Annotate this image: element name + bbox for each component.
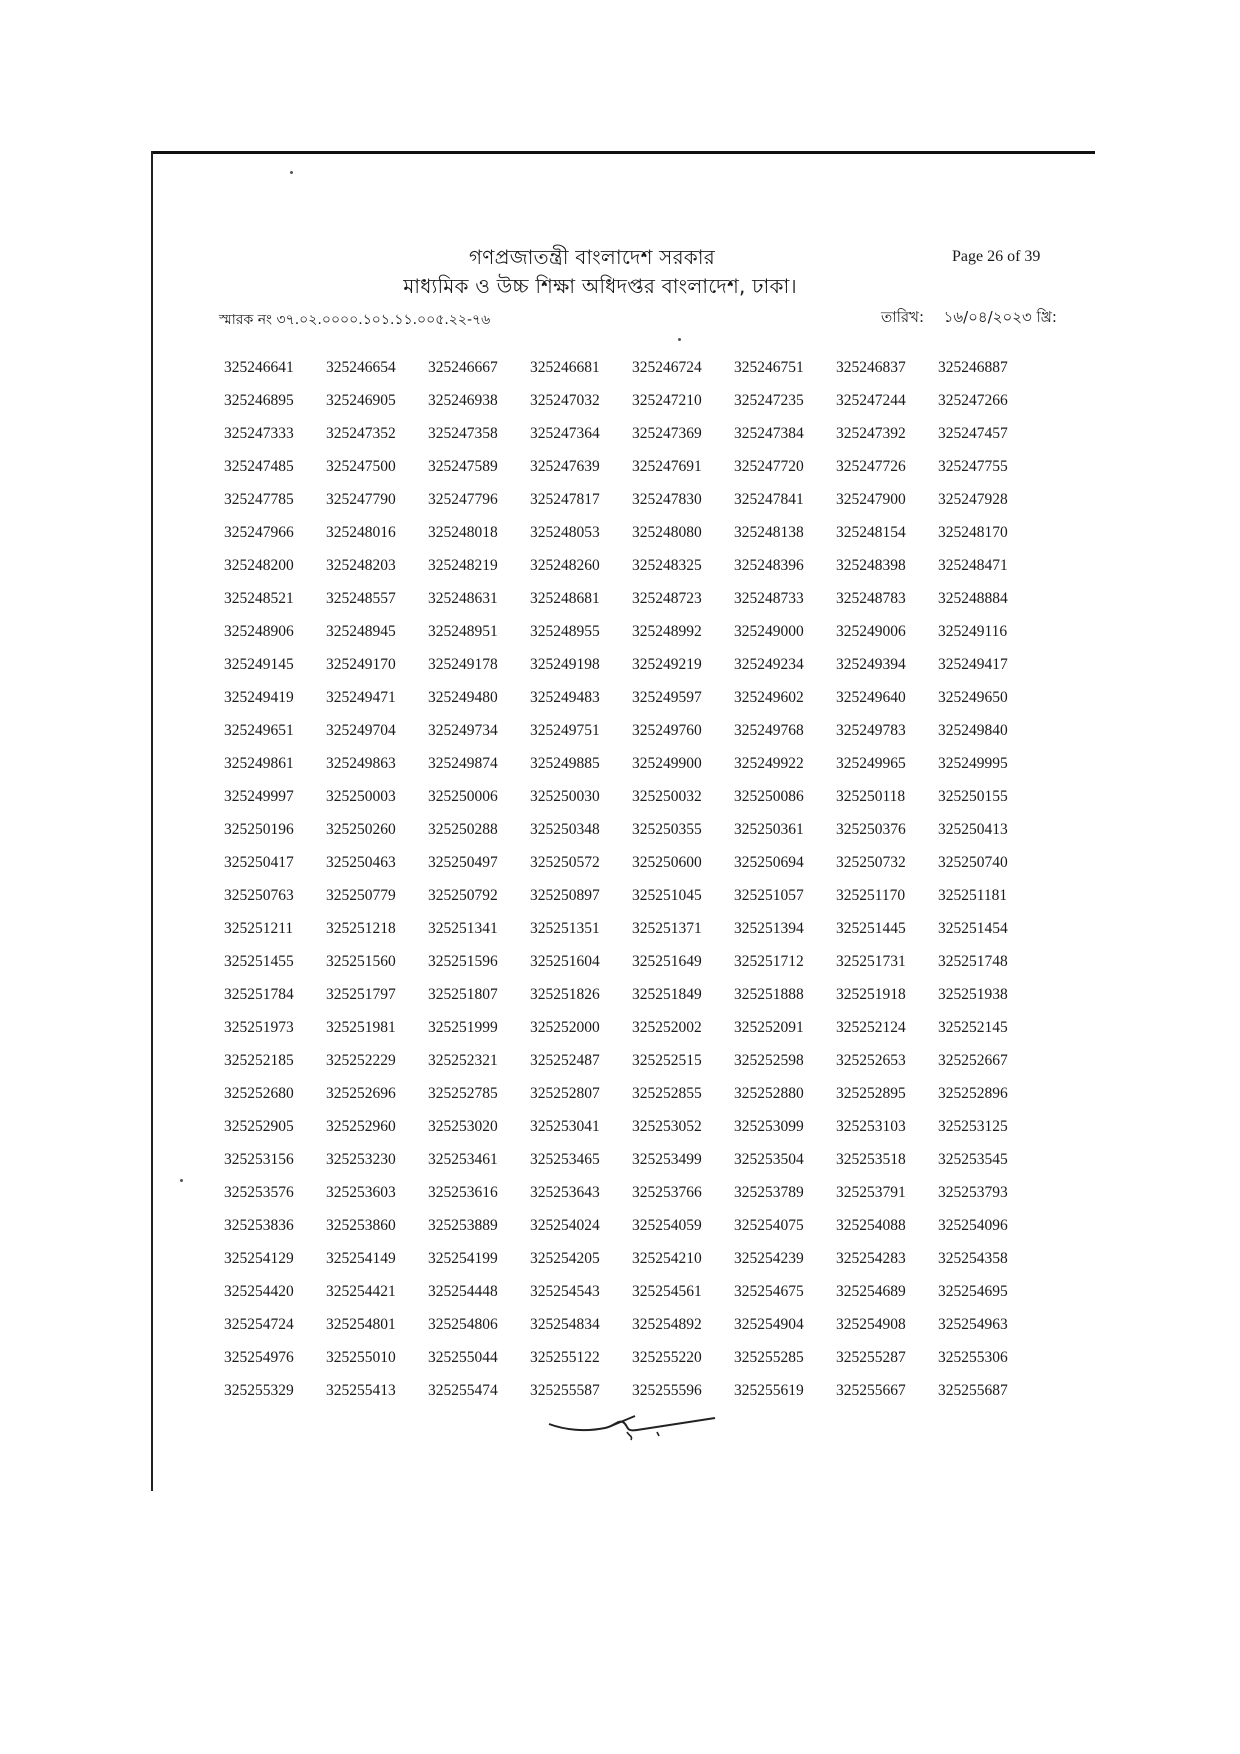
government-title: গণপ্রজাতন্ত্রী বাংলাদেশ সরকার bbox=[469, 245, 715, 269]
roll-number-cell: 325254421 bbox=[326, 1283, 396, 1300]
roll-number-cell: 325252145 bbox=[938, 1019, 1008, 1036]
roll-number-cell: 325255596 bbox=[632, 1382, 702, 1399]
roll-number-cell: 325250417 bbox=[224, 854, 294, 871]
roll-number-cell: 325246667 bbox=[428, 359, 498, 376]
roll-number-cell: 325248884 bbox=[938, 590, 1008, 607]
roll-number-cell: 325251455 bbox=[224, 953, 294, 970]
roll-number-cell: 325251918 bbox=[836, 986, 906, 1003]
roll-number-cell: 325248471 bbox=[938, 557, 1008, 574]
roll-number-cell: 325250355 bbox=[632, 821, 702, 838]
roll-number-cell: 325253052 bbox=[632, 1118, 702, 1135]
roll-number-cell: 325249863 bbox=[326, 755, 396, 772]
roll-number-cell: 325253836 bbox=[224, 1217, 294, 1234]
roll-number-cell: 325249145 bbox=[224, 656, 294, 673]
roll-number-cell: 325255306 bbox=[938, 1349, 1008, 1366]
roll-number-cell: 325255287 bbox=[836, 1349, 906, 1366]
roll-number-cell: 325255285 bbox=[734, 1349, 804, 1366]
roll-number-cell: 325249900 bbox=[632, 755, 702, 772]
roll-number-cell: 325253465 bbox=[530, 1151, 600, 1168]
roll-number-cell: 325248260 bbox=[530, 557, 600, 574]
roll-number-cell: 325252880 bbox=[734, 1085, 804, 1102]
roll-number-cell: 325253230 bbox=[326, 1151, 396, 1168]
roll-number-cell: 325254420 bbox=[224, 1283, 294, 1300]
roll-number-cell: 325248203 bbox=[326, 557, 396, 574]
roll-number-cell: 325254059 bbox=[632, 1217, 702, 1234]
roll-number-cell: 325249760 bbox=[632, 722, 702, 739]
roll-number-cell: 325255687 bbox=[938, 1382, 1008, 1399]
roll-number-cell: 325249234 bbox=[734, 656, 804, 673]
roll-number-cell: 325251454 bbox=[938, 920, 1008, 937]
roll-number-cell: 325246905 bbox=[326, 392, 396, 409]
roll-number-cell: 325253099 bbox=[734, 1118, 804, 1135]
roll-number-cell: 325246895 bbox=[224, 392, 294, 409]
roll-number-cell: 325248018 bbox=[428, 524, 498, 541]
roll-number-cell: 325254801 bbox=[326, 1316, 396, 1333]
roll-number-cell: 325251394 bbox=[734, 920, 804, 937]
roll-number-cell: 325249597 bbox=[632, 689, 702, 706]
roll-number-cell: 325250288 bbox=[428, 821, 498, 838]
roll-number-cell: 325251445 bbox=[836, 920, 906, 937]
roll-number-cell: 325247691 bbox=[632, 458, 702, 475]
roll-number-cell: 325247235 bbox=[734, 392, 804, 409]
roll-number-cell: 325251371 bbox=[632, 920, 702, 937]
roll-number-cell: 325249394 bbox=[836, 656, 906, 673]
roll-number-cell: 325253518 bbox=[836, 1151, 906, 1168]
roll-number-cell: 325248557 bbox=[326, 590, 396, 607]
roll-number-cell: 325253499 bbox=[632, 1151, 702, 1168]
roll-number-cell: 325254675 bbox=[734, 1283, 804, 1300]
roll-number-cell: 325251731 bbox=[836, 953, 906, 970]
roll-number-cell: 325249602 bbox=[734, 689, 804, 706]
roll-number-cell: 325250118 bbox=[836, 788, 906, 805]
roll-number-cell: 325252091 bbox=[734, 1019, 804, 1036]
roll-number-cell: 325247720 bbox=[734, 458, 804, 475]
roll-number-cell: 325251999 bbox=[428, 1019, 498, 1036]
roll-number-cell: 325251649 bbox=[632, 953, 702, 970]
roll-number-cell: 325247755 bbox=[938, 458, 1008, 475]
page-number: Page 26 of 39 bbox=[952, 248, 1041, 265]
roll-number-cell: 325250792 bbox=[428, 887, 498, 904]
roll-number-cell: 325254149 bbox=[326, 1250, 396, 1267]
roll-number-cell: 325249219 bbox=[632, 656, 702, 673]
roll-number-cell: 325253616 bbox=[428, 1184, 498, 1201]
roll-number-cell: 325251712 bbox=[734, 953, 804, 970]
roll-number-cell: 325254976 bbox=[224, 1349, 294, 1366]
roll-number-cell: 325252696 bbox=[326, 1085, 396, 1102]
roll-number-cell: 325251604 bbox=[530, 953, 600, 970]
roll-number-cell: 325251938 bbox=[938, 986, 1008, 1003]
roll-number-cell: 325250463 bbox=[326, 854, 396, 871]
roll-number-cell: 325251981 bbox=[326, 1019, 396, 1036]
roll-number-cell: 325250030 bbox=[530, 788, 600, 805]
roll-number-cell: 325253643 bbox=[530, 1184, 600, 1201]
roll-number-cell: 325250572 bbox=[530, 854, 600, 871]
roll-number-cell: 325248080 bbox=[632, 524, 702, 541]
roll-number-cell: 325254205 bbox=[530, 1250, 600, 1267]
roll-number-cell: 325247352 bbox=[326, 425, 396, 442]
roll-number-cell: 325247369 bbox=[632, 425, 702, 442]
roll-number-cell: 325249751 bbox=[530, 722, 600, 739]
roll-number-cell: 325250003 bbox=[326, 788, 396, 805]
roll-number-cell: 325249783 bbox=[836, 722, 906, 739]
roll-number-cell: 325254689 bbox=[836, 1283, 906, 1300]
roll-number-cell: 325252185 bbox=[224, 1052, 294, 1069]
roll-number-cell: 325254199 bbox=[428, 1250, 498, 1267]
roll-number-cell: 325252896 bbox=[938, 1085, 1008, 1102]
roll-number-cell: 325254358 bbox=[938, 1250, 1008, 1267]
roll-number-cell: 325251807 bbox=[428, 986, 498, 1003]
roll-number-cell: 325247333 bbox=[224, 425, 294, 442]
roll-number-cell: 325248053 bbox=[530, 524, 600, 541]
roll-number-cell: 325252598 bbox=[734, 1052, 804, 1069]
roll-number-cell: 325254806 bbox=[428, 1316, 498, 1333]
roll-number-cell: 325246887 bbox=[938, 359, 1008, 376]
roll-number-cell: 325247364 bbox=[530, 425, 600, 442]
roll-number-cell: 325250779 bbox=[326, 887, 396, 904]
roll-number-cell: 325255010 bbox=[326, 1349, 396, 1366]
roll-number-cell: 325250155 bbox=[938, 788, 1008, 805]
roll-number-cell: 325248945 bbox=[326, 623, 396, 640]
roll-number-cell: 325254724 bbox=[224, 1316, 294, 1333]
roll-number-cell: 325247817 bbox=[530, 491, 600, 508]
document-date bbox=[881, 306, 1057, 331]
roll-number-cell: 325251057 bbox=[734, 887, 804, 904]
roll-number-cell: 325253789 bbox=[734, 1184, 804, 1201]
roll-number-cell: 325248016 bbox=[326, 524, 396, 541]
roll-number-cell: 325250032 bbox=[632, 788, 702, 805]
roll-number-cell: 325250732 bbox=[836, 854, 906, 871]
roll-number-cell: 325254892 bbox=[632, 1316, 702, 1333]
roll-number-cell: 325251826 bbox=[530, 986, 600, 1003]
roll-number-cell: 325250497 bbox=[428, 854, 498, 871]
roll-number-cell: 325246837 bbox=[836, 359, 906, 376]
roll-number-cell: 325255329 bbox=[224, 1382, 294, 1399]
roll-number-cell: 325252000 bbox=[530, 1019, 600, 1036]
roll-number-cell: 325247032 bbox=[530, 392, 600, 409]
roll-number-cell: 325249965 bbox=[836, 755, 906, 772]
roll-number-cell: 325255220 bbox=[632, 1349, 702, 1366]
roll-number-cell: 325249170 bbox=[326, 656, 396, 673]
roll-number-cell: 325250694 bbox=[734, 854, 804, 871]
roll-number-cell: 325252667 bbox=[938, 1052, 1008, 1069]
roll-number-cell: 325247485 bbox=[224, 458, 294, 475]
roll-number-cell: 325253103 bbox=[836, 1118, 906, 1135]
roll-number-cell: 325251170 bbox=[836, 887, 906, 904]
roll-number-cell: 325254239 bbox=[734, 1250, 804, 1267]
roll-number-cell: 325247841 bbox=[734, 491, 804, 508]
roll-number-cell: 325248170 bbox=[938, 524, 1008, 541]
roll-number-cell: 325248783 bbox=[836, 590, 906, 607]
roll-number-cell: 325247500 bbox=[326, 458, 396, 475]
roll-number-cell: 325247900 bbox=[836, 491, 906, 508]
roll-number-cell: 325249483 bbox=[530, 689, 600, 706]
roll-number-cell: 325254448 bbox=[428, 1283, 498, 1300]
memo-number: স্মারক নং ৩৭.০২.০০০০.১০১.১১.০০৫.২২-৭৬ bbox=[219, 312, 491, 328]
roll-number-cell: 325253156 bbox=[224, 1151, 294, 1168]
roll-number-cell: 325255474 bbox=[428, 1382, 498, 1399]
roll-number-cell: 325249000 bbox=[734, 623, 804, 640]
signature bbox=[545, 1406, 725, 1446]
roll-number-cell: 325247966 bbox=[224, 524, 294, 541]
roll-number-cell: 325253576 bbox=[224, 1184, 294, 1201]
roll-number-cell: 325254075 bbox=[734, 1217, 804, 1234]
roll-number-cell: 325251045 bbox=[632, 887, 702, 904]
roll-number-cell: 325254834 bbox=[530, 1316, 600, 1333]
roll-number-cell: 325251218 bbox=[326, 920, 396, 937]
roll-number-cell: 325248138 bbox=[734, 524, 804, 541]
roll-number-cell: 325253860 bbox=[326, 1217, 396, 1234]
roll-number-cell: 325248906 bbox=[224, 623, 294, 640]
roll-number-cell: 325249997 bbox=[224, 788, 294, 805]
roll-number-cell: 325246681 bbox=[530, 359, 600, 376]
roll-number-cell: 325253545 bbox=[938, 1151, 1008, 1168]
page-border-left bbox=[151, 151, 153, 1491]
scan-speck bbox=[290, 171, 293, 174]
roll-number-cell: 325247796 bbox=[428, 491, 498, 508]
roll-number-cell: 325248325 bbox=[632, 557, 702, 574]
roll-number-cell: 325248951 bbox=[428, 623, 498, 640]
scan-speck bbox=[180, 1179, 183, 1182]
roll-number-cell: 325247785 bbox=[224, 491, 294, 508]
roll-number-cell: 325254695 bbox=[938, 1283, 1008, 1300]
roll-number-cell: 325249768 bbox=[734, 722, 804, 739]
roll-number-cell: 325254283 bbox=[836, 1250, 906, 1267]
roll-number-cell: 325251849 bbox=[632, 986, 702, 1003]
roll-number-cell: 325247830 bbox=[632, 491, 702, 508]
roll-number-cell: 325252895 bbox=[836, 1085, 906, 1102]
roll-number-cell: 325254908 bbox=[836, 1316, 906, 1333]
roll-number-cell: 325252960 bbox=[326, 1118, 396, 1135]
roll-number-cell: 325249116 bbox=[938, 623, 1008, 640]
roll-number-cell: 325255619 bbox=[734, 1382, 804, 1399]
roll-number-cell: 325251351 bbox=[530, 920, 600, 937]
roll-number-cell: 325255587 bbox=[530, 1382, 600, 1399]
roll-number-cell: 325252855 bbox=[632, 1085, 702, 1102]
roll-number-cell: 325249178 bbox=[428, 656, 498, 673]
roll-number-cell: 325252653 bbox=[836, 1052, 906, 1069]
roll-number-cell: 325253793 bbox=[938, 1184, 1008, 1201]
roll-number-cell: 325253020 bbox=[428, 1118, 498, 1135]
roll-number-cell: 325247928 bbox=[938, 491, 1008, 508]
roll-number-cell: 325247639 bbox=[530, 458, 600, 475]
roll-number-cell: 325253461 bbox=[428, 1151, 498, 1168]
roll-number-cell: 325253791 bbox=[836, 1184, 906, 1201]
roll-number-cell: 325248154 bbox=[836, 524, 906, 541]
roll-number-cell: 325251888 bbox=[734, 986, 804, 1003]
roll-number-cell: 325253889 bbox=[428, 1217, 498, 1234]
roll-number-cell: 325247384 bbox=[734, 425, 804, 442]
roll-number-cell: 325248955 bbox=[530, 623, 600, 640]
roll-number-cell: 325251181 bbox=[938, 887, 1008, 904]
roll-number-cell: 325247790 bbox=[326, 491, 396, 508]
roll-number-grid bbox=[224, 351, 1040, 1407]
roll-number-cell: 325250348 bbox=[530, 821, 600, 838]
roll-number-cell: 325249640 bbox=[836, 689, 906, 706]
roll-number-cell: 325250086 bbox=[734, 788, 804, 805]
roll-number-cell: 325254543 bbox=[530, 1283, 600, 1300]
roll-number-cell: 325251973 bbox=[224, 1019, 294, 1036]
scan-speck bbox=[678, 338, 681, 341]
roll-number-cell: 325248396 bbox=[734, 557, 804, 574]
date-label: তারিখ: bbox=[881, 308, 925, 326]
roll-number-cell: 325254561 bbox=[632, 1283, 702, 1300]
roll-number-cell: 325254024 bbox=[530, 1217, 600, 1234]
roll-number-cell: 325250897 bbox=[530, 887, 600, 904]
roll-number-cell: 325249650 bbox=[938, 689, 1008, 706]
roll-number-cell: 325248681 bbox=[530, 590, 600, 607]
roll-number-cell: 325250740 bbox=[938, 854, 1008, 871]
roll-number-cell: 325251784 bbox=[224, 986, 294, 1003]
roll-number-cell: 325249006 bbox=[836, 623, 906, 640]
roll-number-cell: 325248200 bbox=[224, 557, 294, 574]
roll-number-cell: 325254088 bbox=[836, 1217, 906, 1234]
roll-number-cell: 325248631 bbox=[428, 590, 498, 607]
roll-number-cell: 325247358 bbox=[428, 425, 498, 442]
roll-number-cell: 325249861 bbox=[224, 755, 294, 772]
roll-number-cell: 325254129 bbox=[224, 1250, 294, 1267]
roll-number-cell: 325249922 bbox=[734, 755, 804, 772]
roll-number-cell: 325253125 bbox=[938, 1118, 1008, 1135]
roll-number-cell: 325253603 bbox=[326, 1184, 396, 1201]
roll-number-cell: 325252807 bbox=[530, 1085, 600, 1102]
roll-number-cell: 325246641 bbox=[224, 359, 294, 376]
roll-number-cell: 325248992 bbox=[632, 623, 702, 640]
roll-number-cell: 325246751 bbox=[734, 359, 804, 376]
roll-number-cell: 325249840 bbox=[938, 722, 1008, 739]
roll-number-cell: 325250196 bbox=[224, 821, 294, 838]
roll-number-cell: 325249651 bbox=[224, 722, 294, 739]
roll-number-cell: 325251341 bbox=[428, 920, 498, 937]
roll-number-cell: 325252785 bbox=[428, 1085, 498, 1102]
roll-number-cell: 325255413 bbox=[326, 1382, 396, 1399]
roll-number-cell: 325252487 bbox=[530, 1052, 600, 1069]
roll-number-cell: 325251596 bbox=[428, 953, 498, 970]
roll-number-cell: 325247244 bbox=[836, 392, 906, 409]
roll-number-cell: 325247210 bbox=[632, 392, 702, 409]
directorate-title: মাধ্যমিক ও উচ্চ শিক্ষা অধিদপ্তর বাংলাদেশ, ঢাকা। bbox=[403, 274, 797, 298]
date-value: ১৬/০৪/২০২৩ খ্রি: bbox=[943, 308, 1057, 326]
roll-number-cell: 325249198 bbox=[530, 656, 600, 673]
roll-number-cell: 325251560 bbox=[326, 953, 396, 970]
roll-number-cell: 325249419 bbox=[224, 689, 294, 706]
roll-number-cell: 325246724 bbox=[632, 359, 702, 376]
roll-number-cell: 325249480 bbox=[428, 689, 498, 706]
roll-number-cell: 325251211 bbox=[224, 920, 294, 937]
roll-number-cell: 325254904 bbox=[734, 1316, 804, 1333]
roll-number-cell: 325249995 bbox=[938, 755, 1008, 772]
roll-number-cell: 325252680 bbox=[224, 1085, 294, 1102]
roll-number-cell: 325247726 bbox=[836, 458, 906, 475]
roll-number-cell: 325247392 bbox=[836, 425, 906, 442]
roll-number-cell: 325246654 bbox=[326, 359, 396, 376]
roll-number-cell: 325254963 bbox=[938, 1316, 1008, 1333]
roll-number-cell: 325246938 bbox=[428, 392, 498, 409]
roll-number-cell: 325255667 bbox=[836, 1382, 906, 1399]
page-border-top bbox=[151, 151, 1095, 154]
roll-number-cell: 325249885 bbox=[530, 755, 600, 772]
roll-number-cell: 325251748 bbox=[938, 953, 1008, 970]
roll-number-cell: 325249874 bbox=[428, 755, 498, 772]
roll-number-cell: 325255122 bbox=[530, 1349, 600, 1366]
roll-number-cell: 325254210 bbox=[632, 1250, 702, 1267]
roll-number-cell: 325255044 bbox=[428, 1349, 498, 1366]
roll-number-cell: 325249471 bbox=[326, 689, 396, 706]
roll-number-cell: 325250413 bbox=[938, 821, 1008, 838]
roll-number-cell: 325250260 bbox=[326, 821, 396, 838]
roll-number-cell: 325248733 bbox=[734, 590, 804, 607]
roll-number-cell: 325253504 bbox=[734, 1151, 804, 1168]
roll-number-cell: 325249417 bbox=[938, 656, 1008, 673]
roll-number-cell: 325248219 bbox=[428, 557, 498, 574]
roll-number-cell: 325250006 bbox=[428, 788, 498, 805]
roll-number-cell: 325253041 bbox=[530, 1118, 600, 1135]
roll-number-cell: 325253766 bbox=[632, 1184, 702, 1201]
roll-number-cell: 325250361 bbox=[734, 821, 804, 838]
roll-number-cell: 325247266 bbox=[938, 392, 1008, 409]
roll-number-cell: 325251797 bbox=[326, 986, 396, 1003]
roll-number-cell: 325252002 bbox=[632, 1019, 702, 1036]
roll-number-cell: 325248723 bbox=[632, 590, 702, 607]
roll-number-cell: 325252124 bbox=[836, 1019, 906, 1036]
roll-number-cell: 325249734 bbox=[428, 722, 498, 739]
roll-number-cell: 325252321 bbox=[428, 1052, 498, 1069]
roll-number-cell: 325252515 bbox=[632, 1052, 702, 1069]
roll-number-cell: 325250763 bbox=[224, 887, 294, 904]
roll-number-cell: 325252905 bbox=[224, 1118, 294, 1135]
roll-number-cell: 325254096 bbox=[938, 1217, 1008, 1234]
roll-number-cell: 325249704 bbox=[326, 722, 396, 739]
roll-number-cell: 325247457 bbox=[938, 425, 1008, 442]
roll-number-cell: 325247589 bbox=[428, 458, 498, 475]
roll-number-cell: 325248398 bbox=[836, 557, 906, 574]
roll-number-cell: 325250376 bbox=[836, 821, 906, 838]
roll-number-cell: 325250600 bbox=[632, 854, 702, 871]
roll-number-cell: 325248521 bbox=[224, 590, 294, 607]
roll-number-cell: 325252229 bbox=[326, 1052, 396, 1069]
